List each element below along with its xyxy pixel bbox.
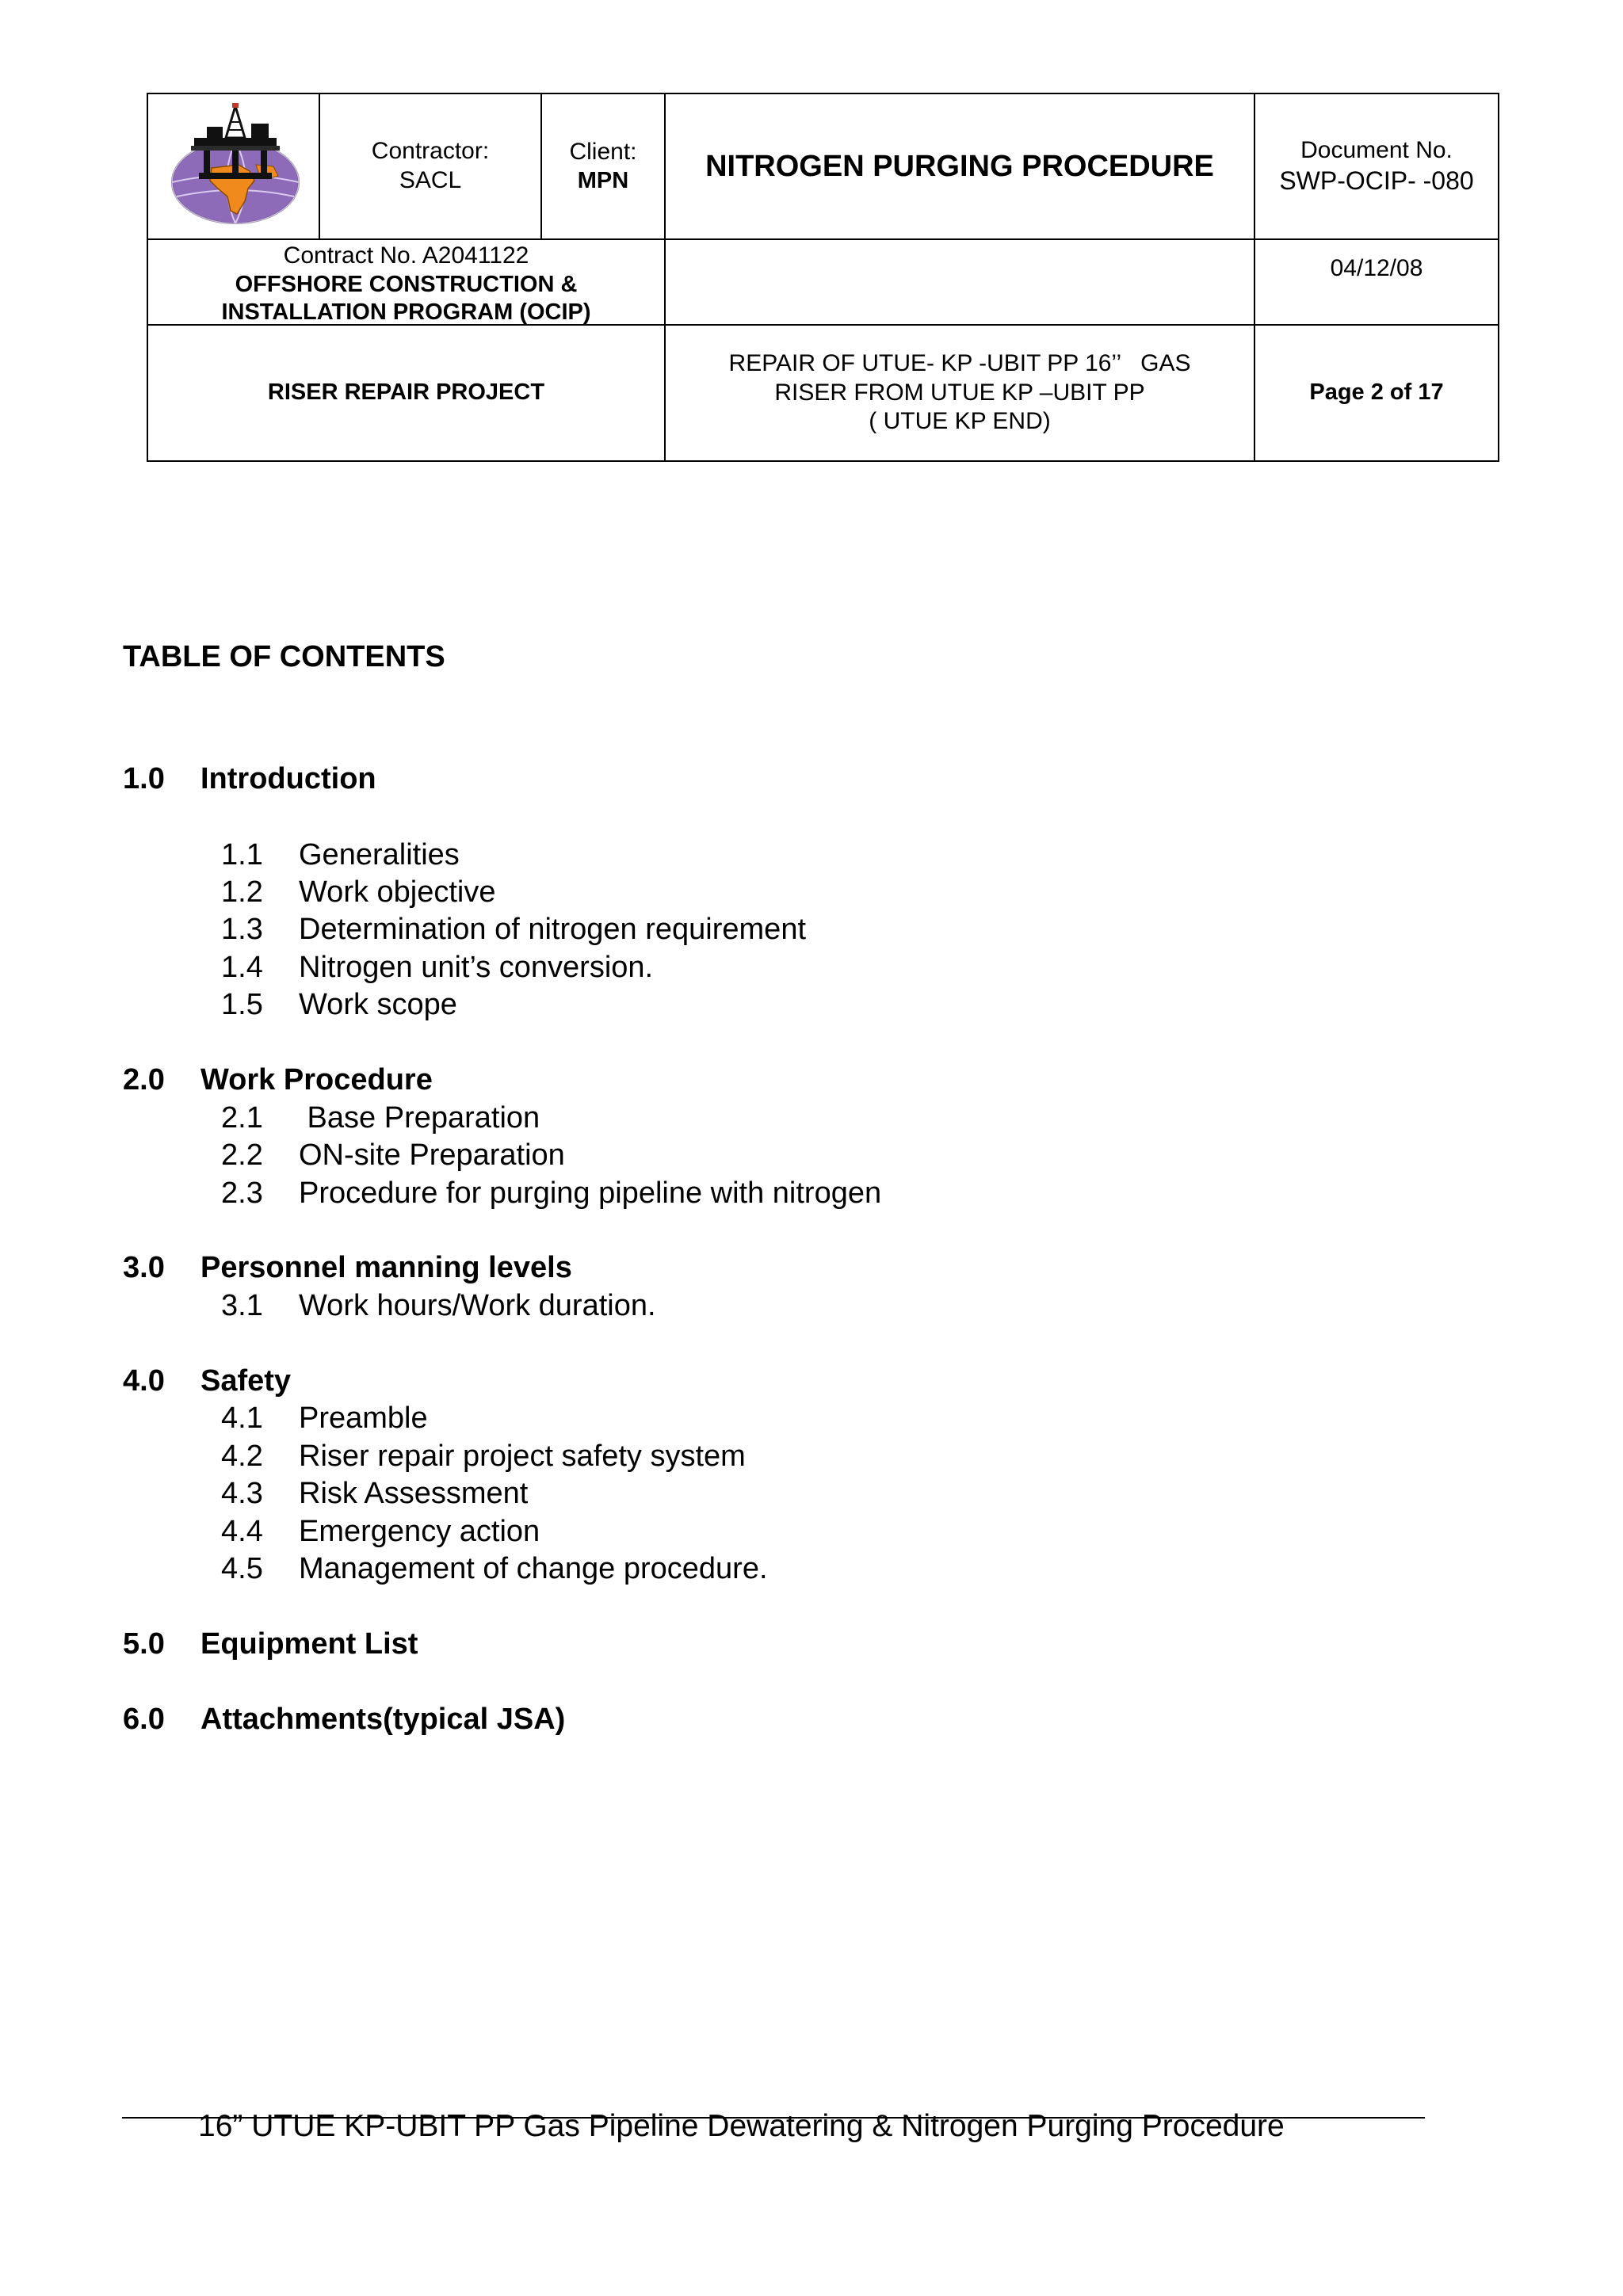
subsection-number: 4.5 [221, 1552, 263, 1585]
subsection-title: Generalities [299, 838, 460, 871]
subsection-number: 2.1 [221, 1101, 263, 1135]
subsection-number: 3.1 [221, 1289, 263, 1322]
subsection-title: Base Preparation [299, 1101, 540, 1135]
offshore-rig-globe-logo [162, 103, 305, 230]
client-cell [540, 93, 666, 240]
subsection-title: Work objective [299, 875, 496, 909]
section-number: 2.0 [123, 1063, 165, 1097]
subsection-number: 1.5 [221, 988, 263, 1021]
company-logo-cell [147, 93, 320, 240]
page-number: Page 2 of 17 [1309, 379, 1444, 406]
program-line-1: OFFSHORE CONSTRUCTION & [235, 271, 578, 297]
subsection-title: Determination of nitrogen requirement [299, 913, 807, 946]
subsection-number: 2.2 [221, 1138, 263, 1172]
document-header-table [147, 93, 1499, 462]
toc-heading: TABLE OF CONTENTS [123, 640, 445, 673]
section-number: 6.0 [123, 1703, 165, 1736]
document-title-cell [664, 93, 1255, 240]
subsection-title: Management of change procedure. [299, 1552, 768, 1585]
scope-line-2: RISER FROM UTUE KP –UBIT PP [774, 379, 1145, 406]
page-number-cell [1254, 324, 1499, 462]
subsection-title: Work hours/Work duration. [299, 1289, 656, 1322]
subsection-title: Emergency action [299, 1515, 540, 1548]
section-number: 3.0 [123, 1251, 165, 1284]
subsection-number: 4.2 [221, 1440, 263, 1473]
scope-line-1: REPAIR OF UTUE- KP -UBIT PP 16’’ GAS [728, 350, 1191, 377]
section-title: Personnel manning levels [200, 1251, 572, 1284]
contractor-cell [319, 93, 542, 240]
subsection-number: 1.4 [221, 951, 263, 984]
project-cell [147, 324, 666, 462]
subsection-title: Riser repair project safety system [299, 1440, 746, 1473]
contract-program-cell [147, 238, 666, 326]
blank-cell [664, 238, 1255, 326]
section-title: Work Procedure [200, 1063, 433, 1097]
subsection-title: Work scope [299, 988, 457, 1021]
contractor-label: Contractor: [371, 138, 490, 165]
subsection-number: 4.4 [221, 1515, 263, 1548]
subsection-number: 1.2 [221, 875, 263, 909]
section-title: Safety [200, 1364, 292, 1398]
document-number-cell [1254, 93, 1499, 240]
section-title: Attachments(typical JSA) [200, 1703, 566, 1736]
scope-cell [664, 324, 1255, 462]
section-title: Introduction [200, 762, 376, 795]
document-number-label: Document No. [1300, 137, 1453, 164]
subsection-number: 4.3 [221, 1477, 263, 1510]
subsection-title: Procedure for purging pipeline with nitrogen [299, 1177, 882, 1210]
scope-line-3: ( UTUE KP END) [869, 408, 1051, 435]
document-number-value: SWP-OCIP- -080 [1279, 166, 1474, 195]
section-number: 5.0 [123, 1627, 165, 1661]
subsection-number: 4.1 [221, 1402, 263, 1435]
program-line-2: INSTALLATION PROGRAM (OCIP) [221, 299, 591, 325]
subsection-number: 1.3 [221, 913, 263, 946]
section-number: 4.0 [123, 1364, 165, 1398]
subsection-title: Risk Assessment [299, 1477, 529, 1510]
section-number: 1.0 [123, 762, 165, 795]
subsection-number: 2.3 [221, 1177, 263, 1210]
subsection-title: Nitrogen unit’s conversion. [299, 951, 654, 984]
contractor-value: SACL [399, 167, 462, 193]
subsection-number: 1.1 [221, 838, 263, 871]
subsection-title: Preamble [299, 1402, 428, 1435]
project-name: RISER REPAIR PROJECT [267, 379, 545, 406]
date-cell [1254, 238, 1499, 326]
document-title: NITROGEN PURGING PROCEDURE [705, 149, 1214, 183]
section-title: Equipment List [200, 1627, 418, 1661]
contract-number: Contract No. A2041122 [283, 242, 529, 269]
footer-text: 16” UTUE KP-UBIT PP Gas Pipeline Dewatering & Nitrogen Purging Procedure [198, 2109, 1285, 2143]
document-date: 04/12/08 [1330, 255, 1423, 281]
client-value: MPN [577, 167, 629, 193]
subsection-title: ON-site Preparation [299, 1138, 565, 1172]
client-label: Client: [569, 139, 637, 166]
